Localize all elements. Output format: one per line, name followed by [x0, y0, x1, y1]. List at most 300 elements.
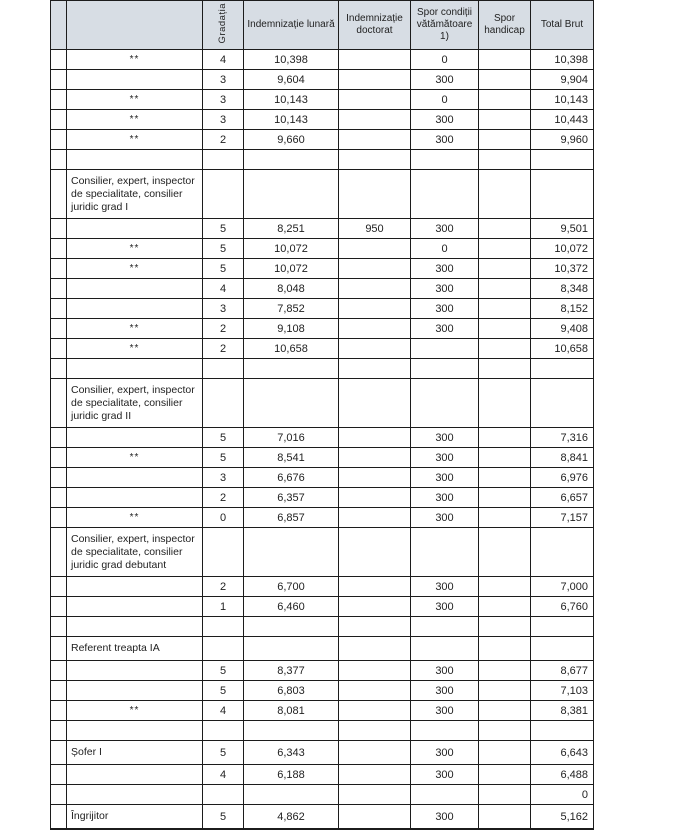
spor-conditii-cell	[411, 339, 479, 359]
spor-conditii-cell: 300	[411, 805, 479, 830]
indemnizatie-doctorat-cell	[339, 299, 411, 319]
spor-conditii-cell: 300	[411, 259, 479, 279]
indemnizatie-lunara-cell: 6,676	[244, 468, 339, 488]
table-row	[51, 508, 594, 528]
spor-handicap-cell	[479, 150, 531, 170]
total-brut-cell: 10,143	[531, 90, 594, 110]
indemnizatie-lunara-cell	[244, 528, 339, 577]
row-mark-cell	[67, 785, 203, 805]
row-mark-cell: **	[67, 90, 203, 110]
spor-handicap-cell	[479, 637, 531, 661]
total-brut-cell: 7,316	[531, 428, 594, 448]
row-mark-cell: **	[67, 130, 203, 150]
gradatia-cell	[203, 359, 244, 379]
total-brut-cell: 0	[531, 785, 594, 805]
job-title-row	[51, 637, 594, 661]
total-brut-cell	[531, 617, 594, 637]
row-prefix-cell	[51, 681, 67, 701]
indemnizatie-lunara-cell: 9,660	[244, 130, 339, 150]
table-row	[51, 259, 594, 279]
indemnizatie-doctorat-cell	[339, 50, 411, 70]
row-prefix-cell	[51, 130, 67, 150]
spor-handicap-cell	[479, 70, 531, 90]
gradatia-cell: 2	[203, 577, 244, 597]
table-body	[51, 50, 594, 830]
table-row	[51, 150, 594, 170]
spor-conditii-cell	[411, 637, 479, 661]
table-row	[51, 70, 594, 90]
indemnizatie-doctorat-cell	[339, 110, 411, 130]
total-brut-cell	[531, 150, 594, 170]
indemnizatie-lunara-cell: 7,852	[244, 299, 339, 319]
row-mark-cell: **	[67, 701, 203, 721]
row-prefix-cell	[51, 428, 67, 448]
gradatia-cell: 4	[203, 279, 244, 299]
table-row	[51, 721, 594, 741]
row-prefix-cell	[51, 110, 67, 130]
table-row	[51, 428, 594, 448]
spor-handicap-cell	[479, 90, 531, 110]
table-row	[51, 299, 594, 319]
row-prefix-cell	[51, 701, 67, 721]
spor-handicap-cell	[479, 130, 531, 150]
gradatia-cell: 2	[203, 130, 244, 150]
row-prefix-cell	[51, 528, 67, 577]
gradatia-cell: 5	[203, 428, 244, 448]
gradatia-cell: 5	[203, 448, 244, 468]
spor-handicap-cell	[479, 508, 531, 528]
spor-conditii-cell: 300	[411, 70, 479, 90]
job-title-row	[51, 528, 594, 577]
row-prefix-cell	[51, 741, 67, 765]
indemnizatie-doctorat-cell	[339, 130, 411, 150]
indemnizatie-doctorat-cell	[339, 765, 411, 785]
header-gradatia-cell	[203, 1, 244, 50]
header-indemnizatie-lunara-cell: Indemnizație lunară	[244, 1, 339, 50]
spor-handicap-cell	[479, 359, 531, 379]
row-prefix-cell	[51, 721, 67, 741]
row-prefix-cell	[51, 170, 67, 219]
job-title-row	[51, 805, 594, 830]
indemnizatie-doctorat-cell	[339, 90, 411, 110]
indemnizatie-doctorat-cell	[339, 701, 411, 721]
row-mark-cell	[67, 765, 203, 785]
header-total-brut-cell: Total Brut	[531, 1, 594, 50]
spor-conditii-cell	[411, 150, 479, 170]
indemnizatie-doctorat-cell	[339, 721, 411, 741]
total-brut-cell: 6,760	[531, 597, 594, 617]
indemnizatie-doctorat-cell	[339, 741, 411, 765]
spor-conditii-cell: 300	[411, 597, 479, 617]
row-mark-cell	[67, 70, 203, 90]
table-row	[51, 90, 594, 110]
gradatia-cell: 4	[203, 701, 244, 721]
total-brut-cell: 10,372	[531, 259, 594, 279]
spor-handicap-cell	[479, 528, 531, 577]
spor-conditii-cell: 300	[411, 681, 479, 701]
indemnizatie-doctorat-cell	[339, 379, 411, 428]
spor-conditii-cell: 300	[411, 219, 479, 239]
row-prefix-cell	[51, 259, 67, 279]
spor-handicap-cell	[479, 661, 531, 681]
row-mark-cell	[67, 661, 203, 681]
row-mark-cell: **	[67, 508, 203, 528]
row-prefix-cell	[51, 448, 67, 468]
spor-handicap-cell	[479, 468, 531, 488]
row-mark-cell	[67, 428, 203, 448]
job-title-cell: Consilier, expert, inspector de specialitate, consilier juridic grad II	[67, 379, 203, 428]
spor-handicap-cell	[479, 279, 531, 299]
row-mark-cell: **	[67, 110, 203, 130]
indemnizatie-lunara-cell: 9,108	[244, 319, 339, 339]
gradatia-cell	[203, 150, 244, 170]
row-prefix-cell	[51, 785, 67, 805]
total-brut-cell: 10,398	[531, 50, 594, 70]
total-brut-cell: 7,103	[531, 681, 594, 701]
spor-conditii-cell: 300	[411, 299, 479, 319]
indemnizatie-doctorat-cell	[339, 661, 411, 681]
spor-conditii-cell: 300	[411, 130, 479, 150]
table-row	[51, 701, 594, 721]
row-prefix-cell	[51, 468, 67, 488]
job-title-cell: Îngrijitor	[67, 805, 203, 830]
row-mark-cell: **	[67, 50, 203, 70]
indemnizatie-doctorat-cell	[339, 319, 411, 339]
spor-conditii-cell: 0	[411, 90, 479, 110]
total-brut-cell: 10,072	[531, 239, 594, 259]
row-prefix-cell	[51, 379, 67, 428]
table-row	[51, 279, 594, 299]
spor-handicap-cell	[479, 110, 531, 130]
table-row	[51, 359, 594, 379]
gradatia-cell	[203, 637, 244, 661]
total-brut-cell: 10,658	[531, 339, 594, 359]
row-prefix-cell	[51, 765, 67, 785]
gradatia-cell: 3	[203, 468, 244, 488]
header-indemnizatie-doctorat-cell: Indemnizație doctorat	[339, 1, 411, 50]
total-brut-cell	[531, 721, 594, 741]
indemnizatie-doctorat-cell	[339, 805, 411, 830]
total-brut-cell: 6,488	[531, 765, 594, 785]
indemnizatie-doctorat-cell	[339, 577, 411, 597]
spor-handicap-cell	[479, 785, 531, 805]
total-brut-cell: 8,381	[531, 701, 594, 721]
gradatia-cell: 5	[203, 239, 244, 259]
spor-conditii-cell: 0	[411, 239, 479, 259]
indemnizatie-lunara-cell: 10,143	[244, 90, 339, 110]
row-mark-cell: **	[67, 259, 203, 279]
spor-conditii-cell: 300	[411, 765, 479, 785]
total-brut-cell: 7,000	[531, 577, 594, 597]
total-brut-cell: 6,657	[531, 488, 594, 508]
gradatia-cell	[203, 785, 244, 805]
indemnizatie-doctorat-cell	[339, 259, 411, 279]
row-mark-cell: **	[67, 239, 203, 259]
row-mark-cell	[67, 721, 203, 741]
header-spor-handicap-cell: Spor handicap	[479, 1, 531, 50]
row-prefix-cell	[51, 359, 67, 379]
row-prefix-cell	[51, 661, 67, 681]
indemnizatie-doctorat-cell	[339, 597, 411, 617]
gradatia-cell: 3	[203, 90, 244, 110]
indemnizatie-lunara-cell: 6,188	[244, 765, 339, 785]
indemnizatie-lunara-cell: 4,862	[244, 805, 339, 830]
table-row	[51, 765, 594, 785]
table-row	[51, 617, 594, 637]
total-brut-cell: 9,408	[531, 319, 594, 339]
table-row	[51, 110, 594, 130]
total-brut-cell	[531, 170, 594, 219]
row-mark-cell	[67, 219, 203, 239]
table-row	[51, 448, 594, 468]
indemnizatie-doctorat-cell	[339, 681, 411, 701]
total-brut-cell: 8,677	[531, 661, 594, 681]
indemnizatie-lunara-cell: 8,377	[244, 661, 339, 681]
indemnizatie-lunara-cell: 10,658	[244, 339, 339, 359]
total-brut-cell	[531, 637, 594, 661]
header-prefix-cell	[51, 1, 67, 50]
row-mark-cell	[67, 279, 203, 299]
gradatia-cell: 3	[203, 110, 244, 130]
gradatia-cell: 5	[203, 259, 244, 279]
gradatia-cell: 4	[203, 50, 244, 70]
indemnizatie-doctorat-cell	[339, 70, 411, 90]
row-mark-cell	[67, 150, 203, 170]
gradatia-cell: 5	[203, 805, 244, 830]
gradatia-cell: 2	[203, 488, 244, 508]
spor-conditii-cell: 300	[411, 110, 479, 130]
spor-handicap-cell	[479, 805, 531, 830]
row-prefix-cell	[51, 219, 67, 239]
job-title-row	[51, 379, 594, 428]
spor-conditii-cell: 300	[411, 741, 479, 765]
row-mark-cell	[67, 617, 203, 637]
row-mark-cell: **	[67, 448, 203, 468]
gradatia-vertical-label: Gradația	[217, 3, 228, 44]
header-spor-conditii-cell: Spor condiții vătămătoare 1)	[411, 1, 479, 50]
gradatia-cell: 1	[203, 597, 244, 617]
gradatia-cell: 0	[203, 508, 244, 528]
row-prefix-cell	[51, 508, 67, 528]
indemnizatie-lunara-cell: 6,357	[244, 488, 339, 508]
row-prefix-cell	[51, 50, 67, 70]
spor-handicap-cell	[479, 741, 531, 765]
spor-handicap-cell	[479, 259, 531, 279]
indemnizatie-lunara-cell: 6,343	[244, 741, 339, 765]
table-row	[51, 130, 594, 150]
spor-handicap-cell	[479, 339, 531, 359]
spor-handicap-cell	[479, 448, 531, 468]
header-row	[51, 1, 594, 50]
spor-handicap-cell	[479, 299, 531, 319]
row-mark-cell	[67, 597, 203, 617]
indemnizatie-lunara-cell: 10,143	[244, 110, 339, 130]
indemnizatie-lunara-cell	[244, 785, 339, 805]
row-prefix-cell	[51, 617, 67, 637]
gradatia-cell: 2	[203, 339, 244, 359]
table-row	[51, 597, 594, 617]
spor-conditii-cell	[411, 528, 479, 577]
spor-handicap-cell	[479, 701, 531, 721]
table-row	[51, 339, 594, 359]
indemnizatie-lunara-cell: 10,072	[244, 259, 339, 279]
table-header	[51, 1, 594, 50]
spor-handicap-cell	[479, 577, 531, 597]
spor-handicap-cell	[479, 765, 531, 785]
table-row	[51, 468, 594, 488]
table-row	[51, 319, 594, 339]
spor-conditii-cell: 300	[411, 428, 479, 448]
spor-handicap-cell	[479, 50, 531, 70]
indemnizatie-lunara-cell	[244, 170, 339, 219]
spor-handicap-cell	[479, 721, 531, 741]
job-title-cell: Consilier, expert, inspector de specialitate, consilier juridic grad I	[67, 170, 203, 219]
total-brut-cell: 9,501	[531, 219, 594, 239]
total-brut-cell: 9,960	[531, 130, 594, 150]
total-brut-cell: 6,643	[531, 741, 594, 765]
job-title-cell: Referent treapta IA	[67, 637, 203, 661]
indemnizatie-lunara-cell: 6,857	[244, 508, 339, 528]
row-prefix-cell	[51, 150, 67, 170]
spor-handicap-cell	[479, 597, 531, 617]
row-prefix-cell	[51, 70, 67, 90]
gradatia-cell: 3	[203, 299, 244, 319]
row-prefix-cell	[51, 299, 67, 319]
table-row	[51, 785, 594, 805]
gradatia-cell: 3	[203, 70, 244, 90]
spor-conditii-cell	[411, 617, 479, 637]
gradatia-cell: 5	[203, 661, 244, 681]
spor-handicap-cell	[479, 617, 531, 637]
gradatia-cell: 2	[203, 319, 244, 339]
indemnizatie-lunara-cell: 10,398	[244, 50, 339, 70]
indemnizatie-doctorat-cell	[339, 170, 411, 219]
total-brut-cell: 8,152	[531, 299, 594, 319]
row-prefix-cell	[51, 319, 67, 339]
row-mark-cell: **	[67, 319, 203, 339]
gradatia-cell	[203, 170, 244, 219]
gradatia-cell	[203, 617, 244, 637]
spor-handicap-cell	[479, 239, 531, 259]
row-mark-cell	[67, 488, 203, 508]
job-title-row	[51, 741, 594, 765]
spor-handicap-cell	[479, 319, 531, 339]
spor-conditii-cell: 0	[411, 50, 479, 70]
indemnizatie-lunara-cell: 8,541	[244, 448, 339, 468]
spor-conditii-cell: 300	[411, 488, 479, 508]
header-job-title-cell	[67, 1, 203, 50]
spor-conditii-cell: 300	[411, 279, 479, 299]
indemnizatie-lunara-cell: 6,803	[244, 681, 339, 701]
row-mark-cell	[67, 468, 203, 488]
indemnizatie-lunara-cell	[244, 379, 339, 428]
indemnizatie-doctorat-cell	[339, 617, 411, 637]
table-row	[51, 488, 594, 508]
total-brut-cell	[531, 528, 594, 577]
gradatia-cell: 5	[203, 741, 244, 765]
indemnizatie-lunara-cell: 6,700	[244, 577, 339, 597]
total-brut-cell: 6,976	[531, 468, 594, 488]
table-row	[51, 239, 594, 259]
indemnizatie-doctorat-cell	[339, 428, 411, 448]
spor-conditii-cell: 300	[411, 577, 479, 597]
gradatia-cell: 4	[203, 765, 244, 785]
indemnizatie-lunara-cell	[244, 359, 339, 379]
spor-handicap-cell	[479, 219, 531, 239]
indemnizatie-lunara-cell: 8,081	[244, 701, 339, 721]
table-row	[51, 661, 594, 681]
spor-conditii-cell: 300	[411, 701, 479, 721]
indemnizatie-doctorat-cell	[339, 785, 411, 805]
indemnizatie-lunara-cell: 10,072	[244, 239, 339, 259]
row-mark-cell	[67, 681, 203, 701]
row-prefix-cell	[51, 339, 67, 359]
row-prefix-cell	[51, 488, 67, 508]
row-mark-cell: **	[67, 339, 203, 359]
spor-conditii-cell	[411, 379, 479, 428]
row-prefix-cell	[51, 637, 67, 661]
gradatia-cell	[203, 379, 244, 428]
indemnizatie-lunara-cell: 8,048	[244, 279, 339, 299]
indemnizatie-doctorat-cell: 950	[339, 219, 411, 239]
table-row	[51, 577, 594, 597]
job-title-row	[51, 170, 594, 219]
indemnizatie-doctorat-cell	[339, 508, 411, 528]
total-brut-cell	[531, 359, 594, 379]
indemnizatie-lunara-cell	[244, 637, 339, 661]
indemnizatie-doctorat-cell	[339, 488, 411, 508]
spor-conditii-cell: 300	[411, 508, 479, 528]
row-mark-cell	[67, 577, 203, 597]
row-prefix-cell	[51, 805, 67, 830]
table-row	[51, 50, 594, 70]
indemnizatie-lunara-cell	[244, 150, 339, 170]
indemnizatie-lunara-cell: 6,460	[244, 597, 339, 617]
spor-conditii-cell: 300	[411, 468, 479, 488]
spor-conditii-cell	[411, 785, 479, 805]
row-prefix-cell	[51, 577, 67, 597]
job-title-cell: Șofer I	[67, 741, 203, 765]
indemnizatie-doctorat-cell	[339, 279, 411, 299]
total-brut-cell: 5,162	[531, 805, 594, 830]
total-brut-cell: 10,443	[531, 110, 594, 130]
row-mark-cell	[67, 359, 203, 379]
spor-conditii-cell: 300	[411, 661, 479, 681]
gradatia-cell: 5	[203, 219, 244, 239]
row-prefix-cell	[51, 279, 67, 299]
gradatia-cell	[203, 721, 244, 741]
indemnizatie-doctorat-cell	[339, 468, 411, 488]
spor-conditii-cell	[411, 721, 479, 741]
row-mark-cell	[67, 299, 203, 319]
spor-conditii-cell	[411, 170, 479, 219]
row-prefix-cell	[51, 597, 67, 617]
spor-conditii-cell	[411, 359, 479, 379]
gradatia-cell	[203, 528, 244, 577]
spor-handicap-cell	[479, 170, 531, 219]
indemnizatie-doctorat-cell	[339, 339, 411, 359]
spor-handicap-cell	[479, 379, 531, 428]
indemnizatie-doctorat-cell	[339, 448, 411, 468]
total-brut-cell: 9,904	[531, 70, 594, 90]
indemnizatie-doctorat-cell	[339, 239, 411, 259]
spor-conditii-cell: 300	[411, 448, 479, 468]
indemnizatie-doctorat-cell	[339, 528, 411, 577]
indemnizatie-lunara-cell: 8,251	[244, 219, 339, 239]
indemnizatie-lunara-cell	[244, 721, 339, 741]
total-brut-cell	[531, 379, 594, 428]
indemnizatie-doctorat-cell	[339, 150, 411, 170]
